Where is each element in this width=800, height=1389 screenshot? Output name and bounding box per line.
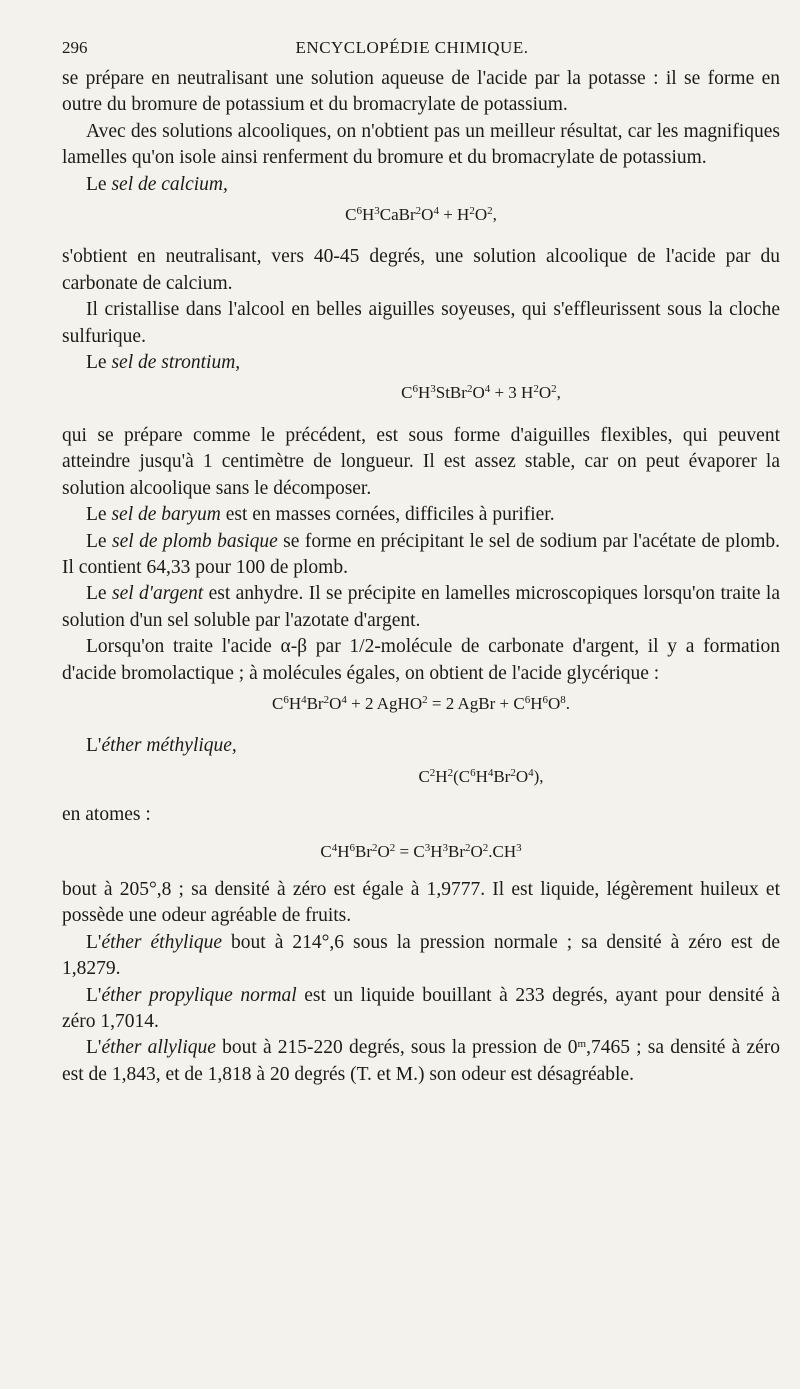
sup: 3 — [424, 841, 431, 854]
sym: , — [492, 205, 497, 225]
paragraph — [62, 983, 780, 1036]
sym: StBr — [435, 383, 467, 403]
sup: 3 — [430, 383, 436, 396]
italic-term: sel de strontium, — [111, 352, 241, 374]
sup: 2 — [487, 205, 493, 218]
text: est en masses cornées, difficiles à purifier. — [220, 504, 555, 526]
sup: 2 — [510, 766, 516, 779]
running-title: ENCYCLOPÉDIE CHIMIQUE. — [295, 38, 529, 57]
sup: 4 — [341, 693, 347, 706]
sym: Br — [447, 841, 465, 861]
sym: + 3 H — [490, 383, 534, 403]
text: qui se prépare comme le précédent, est sous forme d'aiguilles flexibles, qui peuvent atteindre jusqu'à 1 centimètre de longueur. Il est assez stable, car on peut évaporer la solution alcoolique sans le décomposer. — [62, 424, 780, 499]
sup: 2 — [323, 693, 330, 706]
sup: 4 — [528, 766, 534, 779]
sup: 2 — [482, 841, 489, 854]
sup: 2 — [415, 205, 422, 218]
paragraph — [62, 930, 780, 983]
sup: 2 — [429, 766, 436, 779]
sup: 2 — [447, 766, 454, 779]
text: Le — [86, 352, 112, 374]
sup: 4 — [331, 841, 338, 854]
text: bout à 205°,8 ; sa densité à zéro est égale à 1,9777. Il est liquide, légèrement huileux et possède une odeur agréable de fruits. — [62, 878, 780, 927]
sup: 2 — [389, 841, 396, 854]
text: Il cristallise dans l'alcool en belles aiguilles soyeuses, qui s'effleurissent sous la cloche sulfurique. — [62, 299, 780, 347]
sym: = 2 AgBr + C — [427, 693, 525, 713]
sym: H — [337, 841, 350, 861]
text: L' — [86, 735, 102, 757]
text: Lorsqu'on traite l'acide α-β par 1/2-molécule de carbonate d'argent, il y a formation d'acide bromolactique ; à molécules égales, on obtient de l'acide glycérique : — [62, 636, 780, 684]
sym: O — [329, 693, 342, 713]
sym: H — [417, 383, 431, 403]
sup: 6 — [283, 693, 289, 706]
sym: Br — [306, 693, 324, 713]
paragraph — [62, 733, 780, 759]
sym: H — [361, 205, 375, 225]
text: L' — [86, 984, 102, 1006]
text: se forme en précipitant le sel de sodium par l'acétate de plomb. Il contient 64,33 pour 100 de plomb. — [62, 530, 780, 578]
sym: O — [377, 841, 390, 861]
sym: (C — [453, 766, 471, 786]
paragraph — [62, 350, 780, 376]
sym: Br — [493, 766, 511, 786]
sym: O — [538, 383, 552, 403]
sym: + 2 AgHO — [346, 693, 423, 713]
sup: 2 — [533, 383, 539, 396]
text: bout à 214°,6 sous la pression normale ; sa densité à zéro est de 1,8279. — [62, 931, 780, 980]
sup: 6 — [542, 693, 548, 706]
sup: 6 — [470, 766, 476, 779]
formula-methyl-ether — [62, 764, 780, 790]
paragraph — [62, 172, 780, 198]
sup: 6 — [356, 205, 362, 218]
sym: H — [430, 841, 443, 861]
sup: 6 — [349, 841, 355, 854]
text: Avec des solutions alcooliques, on n'obtient pas un meilleur résultat, car les magnifiques lamelles qu'on isole ainsi renferment du bromure et du bromacrylate de potassium. — [62, 120, 780, 169]
sup: 3 — [374, 205, 380, 218]
sup: 2 — [422, 693, 428, 706]
italic-term: sel d'argent — [111, 583, 204, 605]
sym: C — [345, 205, 357, 225]
page-number: 296 — [62, 38, 88, 57]
formula-glyceric-reaction — [62, 691, 780, 717]
sup: 6 — [524, 693, 531, 706]
text: Le — [86, 504, 112, 526]
sup: 4 — [433, 205, 439, 218]
paragraph — [62, 529, 780, 582]
paragraph — [62, 244, 780, 297]
sym: C — [418, 766, 430, 786]
italic-term: sel de calcium, — [111, 173, 228, 195]
paragraph — [62, 66, 780, 119]
paragraph — [62, 802, 780, 828]
sym: . — [565, 693, 571, 713]
italic-term: éther allylique — [101, 1037, 216, 1059]
text: Le — [86, 530, 112, 552]
text: bout à 215-220 degrés, sous la pression de 0 — [215, 1037, 578, 1059]
formula-calcium-salt — [62, 202, 780, 228]
sup: 2 — [464, 841, 471, 854]
sym: CaBr — [379, 205, 416, 225]
page-body — [62, 66, 780, 1088]
paragraph — [62, 634, 780, 687]
sym: O — [515, 766, 529, 786]
sup: 8 — [560, 693, 566, 706]
sym: C — [320, 841, 332, 861]
sym: O — [548, 693, 561, 713]
italic-term: éther éthylique — [101, 931, 222, 953]
text: se prépare en neutralisant une solution aqueuse de l'acide par la potasse : il se forme en outre du bromure de potassium et du bromacrylate de potassium. — [62, 68, 780, 116]
paragraph — [62, 877, 780, 930]
text: Le — [86, 173, 112, 195]
sup: 2 — [469, 205, 475, 218]
text: L' — [86, 1037, 102, 1059]
text: est un liquide bouillant à 233 degrés, ayant pour densité à zéro 1,7014. — [62, 984, 780, 1032]
sym: O — [474, 205, 488, 225]
text: est anhydre. Il se précipite en lamelles microscopiques lorsqu'on traite la solution d'un sel soluble par l'azotate d'argent. — [62, 583, 780, 631]
sym: = C — [395, 841, 425, 861]
paragraph — [62, 1035, 780, 1088]
paragraph — [62, 581, 780, 634]
paragraph — [62, 119, 780, 172]
sym: H — [288, 693, 302, 713]
sup: 4 — [484, 383, 491, 396]
sym: C — [401, 383, 413, 403]
sup: 3 — [516, 841, 522, 854]
sup: 2 — [551, 383, 557, 396]
sup: 3 — [442, 841, 448, 854]
sup: 4 — [487, 766, 494, 779]
paragraph — [62, 297, 780, 350]
sup: 6 — [412, 383, 418, 396]
sym: .CH — [488, 841, 517, 861]
paragraph — [62, 423, 780, 502]
page-header — [62, 38, 762, 62]
sym: O — [421, 205, 434, 225]
sym: + H — [438, 205, 470, 225]
sym: C — [271, 693, 284, 713]
sym: O — [472, 383, 485, 403]
italic-term: éther méthylique, — [101, 735, 237, 757]
sup: 2 — [371, 841, 378, 854]
sym: H — [475, 766, 488, 786]
formula-methyl-ether-atoms — [62, 839, 780, 865]
text: Le — [86, 583, 112, 605]
text: ,7465 ; sa densité à zéro est de 1,843, et de 1,818 à 20 degrés (T. et M.) son odeur est désagréable. — [62, 1037, 780, 1085]
italic-term: éther propylique normal — [101, 984, 297, 1006]
formula-strontium-salt — [62, 380, 780, 406]
italic-term: sel de plomb basique — [112, 530, 278, 552]
sym: , — [556, 383, 561, 403]
paragraph — [62, 502, 780, 528]
text: s'obtient en neutralisant, vers 40-45 degrés, une solution alcoolique de l'acide par du carbonate de calcium. — [62, 246, 780, 294]
text: L' — [86, 931, 102, 953]
sym: H — [530, 693, 543, 713]
sup: m — [577, 1038, 587, 1051]
sym: H — [435, 766, 448, 786]
italic-term: sel de baryum — [111, 504, 221, 526]
sup: 4 — [301, 693, 307, 706]
text: en atomes : — [62, 804, 151, 826]
sym: ), — [533, 766, 544, 786]
sym: Br — [354, 841, 372, 861]
sym: O — [470, 841, 483, 861]
sup: 2 — [466, 383, 473, 396]
